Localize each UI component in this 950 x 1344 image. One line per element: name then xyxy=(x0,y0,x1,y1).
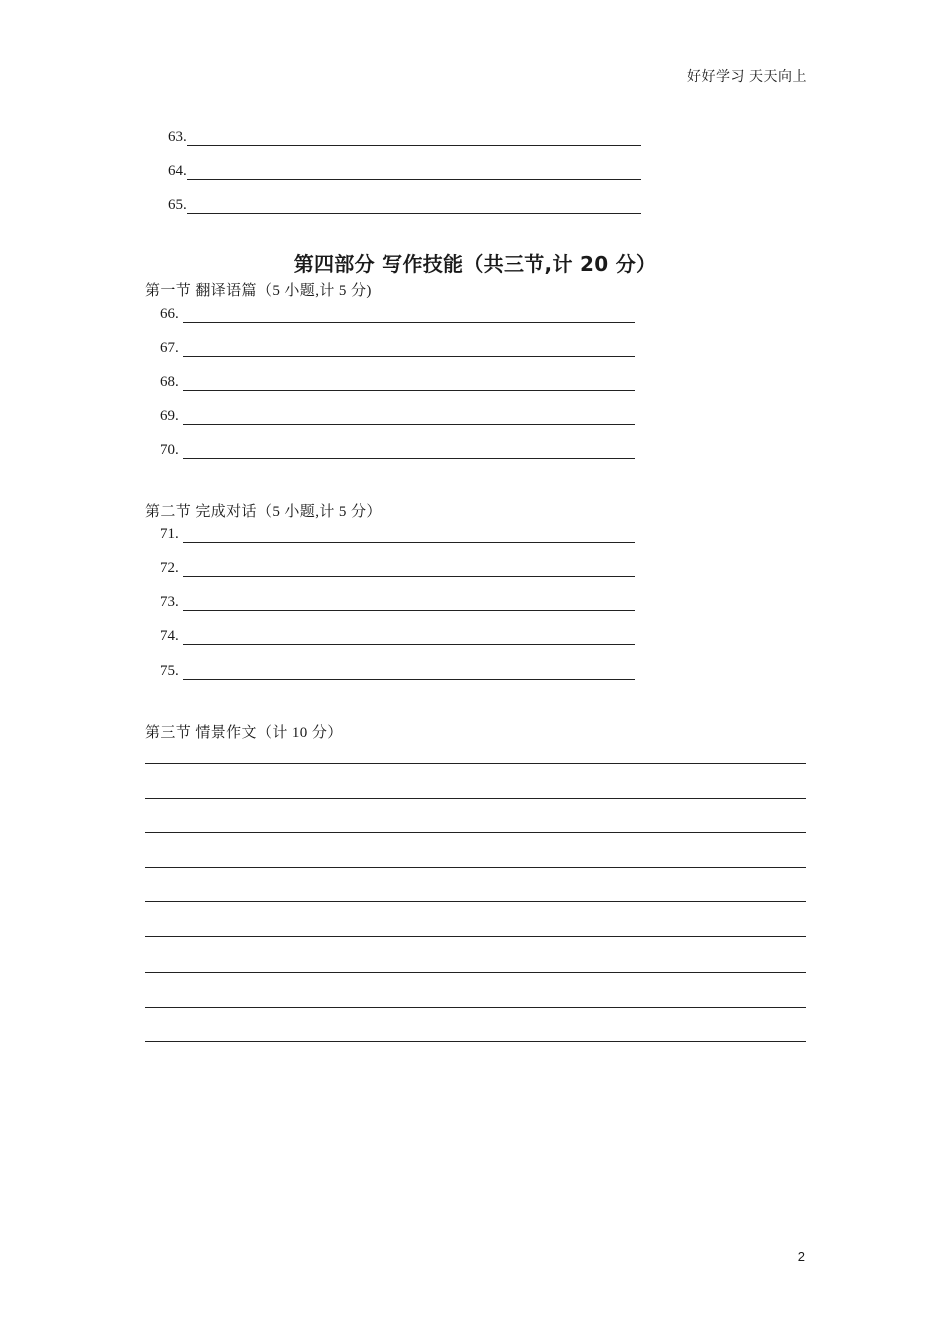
answer-line-63[interactable] xyxy=(168,125,641,147)
item-number: 63. xyxy=(168,129,187,145)
answer-blank[interactable] xyxy=(183,458,635,459)
essay-line[interactable] xyxy=(145,867,806,868)
answer-blank[interactable] xyxy=(183,390,635,391)
answer-blank[interactable] xyxy=(187,145,641,146)
answer-line-70[interactable] xyxy=(160,438,635,460)
item-number: 74. xyxy=(160,628,179,644)
essay-line[interactable] xyxy=(145,798,806,799)
answer-line-67[interactable] xyxy=(160,336,635,358)
item-number: 72. xyxy=(160,560,179,576)
answer-line-71[interactable] xyxy=(160,522,635,544)
item-number: 65. xyxy=(168,197,187,213)
section1-heading: 第一节 翻译语篇（5 小题,计 5 分) xyxy=(145,283,372,299)
answer-blank[interactable] xyxy=(183,356,635,357)
answer-line-65[interactable] xyxy=(168,193,641,215)
answer-line-73[interactable] xyxy=(160,590,635,612)
answer-blank[interactable] xyxy=(183,576,635,577)
item-number: 67. xyxy=(160,340,179,356)
item-number: 64. xyxy=(168,163,187,179)
answer-blank[interactable] xyxy=(187,179,641,180)
section3-heading: 第三节 情景作文（计 10 分） xyxy=(145,725,343,741)
item-number: 69. xyxy=(160,408,179,424)
essay-line[interactable] xyxy=(145,763,806,764)
answer-blank[interactable] xyxy=(183,542,635,543)
item-number: 70. xyxy=(160,442,179,458)
essay-line[interactable] xyxy=(145,972,806,973)
item-number: 71. xyxy=(160,526,179,542)
answer-blank[interactable] xyxy=(183,679,635,680)
part4-title: 第四部分 写作技能（共三节,计 20 分） xyxy=(293,252,657,276)
answer-line-66[interactable] xyxy=(160,302,635,324)
answer-line-69[interactable] xyxy=(160,404,635,426)
answer-blank[interactable] xyxy=(183,424,635,425)
page-header: 好好学习 天天向上 xyxy=(687,70,807,85)
essay-line[interactable] xyxy=(145,1041,806,1042)
answer-line-75[interactable] xyxy=(160,659,635,681)
section2-heading: 第二节 完成对话（5 小题,计 5 分） xyxy=(145,504,382,520)
essay-line[interactable] xyxy=(145,901,806,902)
item-number: 68. xyxy=(160,374,179,390)
answer-blank[interactable] xyxy=(183,644,635,645)
item-number: 75. xyxy=(160,663,179,679)
essay-line[interactable] xyxy=(145,832,806,833)
answer-line-74[interactable] xyxy=(160,624,635,646)
page-number: 2 xyxy=(797,1249,805,1264)
answer-line-68[interactable] xyxy=(160,370,635,392)
essay-line[interactable] xyxy=(145,1007,806,1008)
essay-line[interactable] xyxy=(145,936,806,937)
answer-blank[interactable] xyxy=(183,322,635,323)
answer-blank[interactable] xyxy=(187,213,641,214)
answer-line-72[interactable] xyxy=(160,556,635,578)
answer-blank[interactable] xyxy=(183,610,635,611)
answer-line-64[interactable] xyxy=(168,159,641,181)
item-number: 73. xyxy=(160,594,179,610)
item-number: 66. xyxy=(160,306,179,322)
